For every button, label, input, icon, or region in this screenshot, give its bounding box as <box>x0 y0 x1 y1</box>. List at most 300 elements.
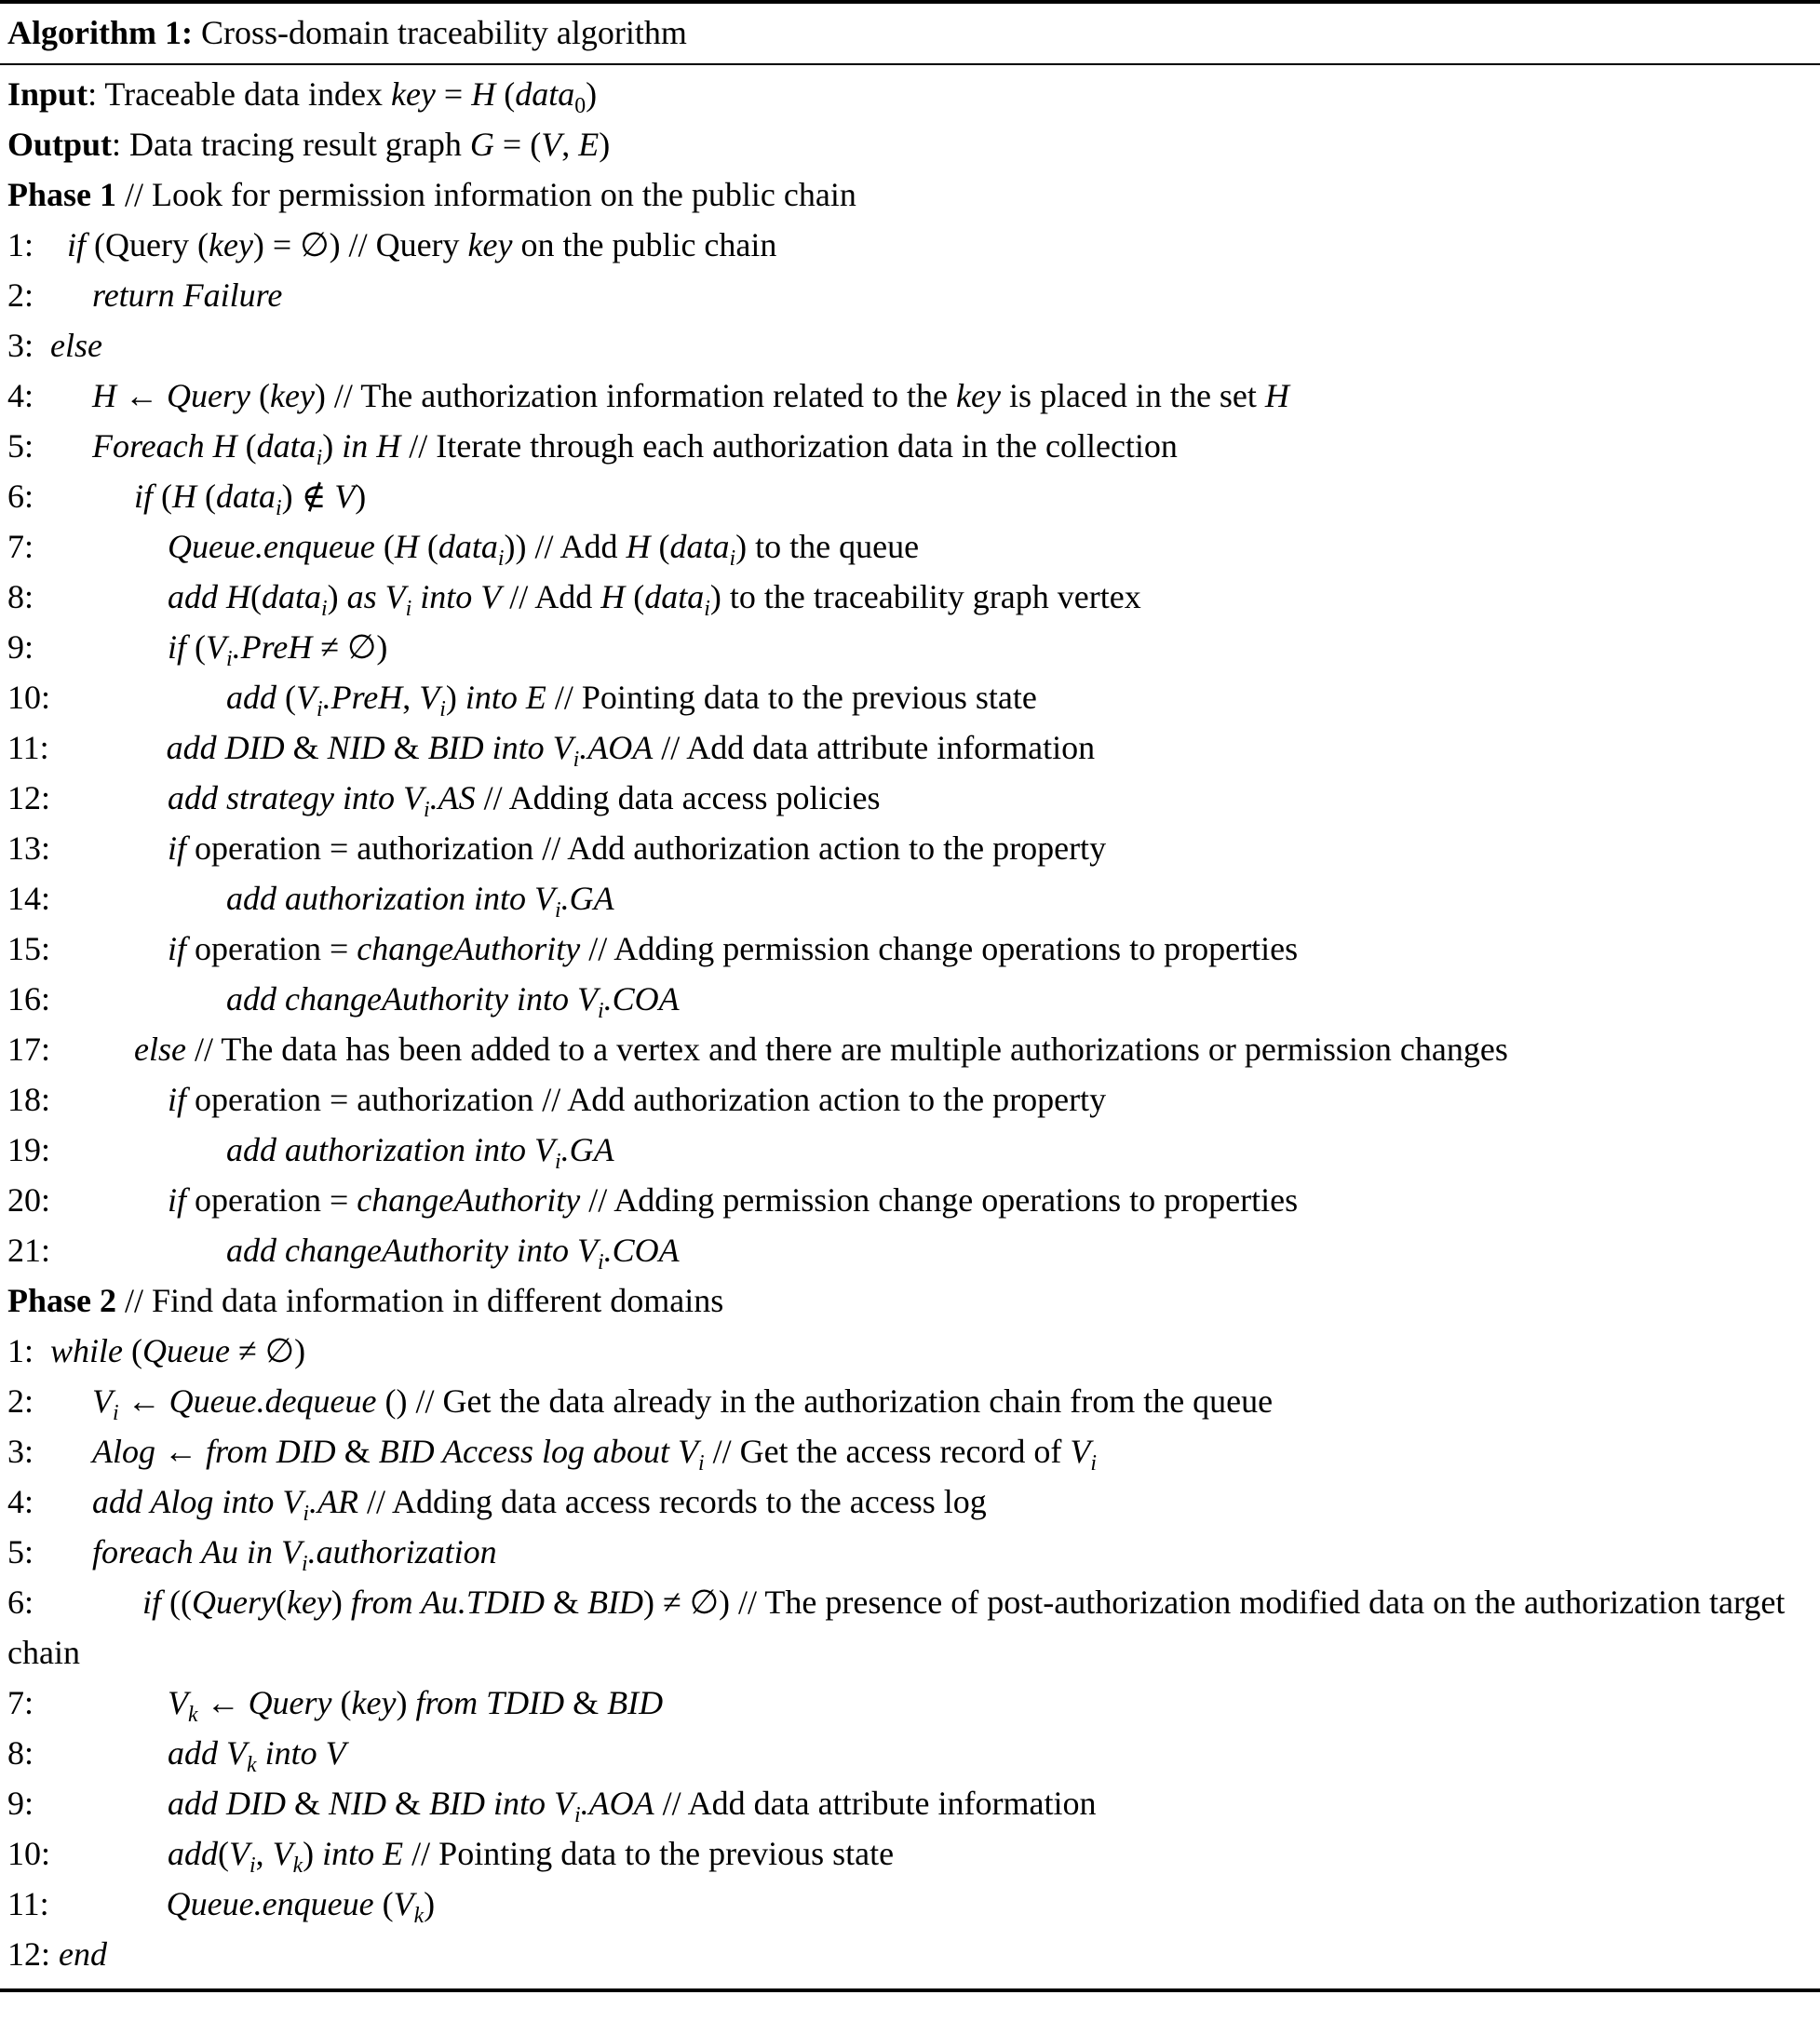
line-segment: i <box>729 546 736 572</box>
line-segment: if <box>168 930 187 967</box>
line-segment: Query <box>192 1584 276 1621</box>
line-segment: .GA <box>560 1131 614 1168</box>
line-segment: .GA <box>560 880 614 917</box>
line-segment: data <box>262 578 322 615</box>
algorithm-line <box>7 572 1813 622</box>
line-segment: add Alog into V <box>92 1483 303 1520</box>
line-segment: V <box>393 1885 414 1922</box>
line-segment: data <box>515 75 575 113</box>
indent-spacer <box>50 1031 134 1068</box>
indent-spacer <box>50 980 226 1018</box>
algorithm-line <box>7 1326 1813 1376</box>
line-segment: into E <box>322 1835 404 1872</box>
line-segment: // Get the access record of <box>704 1433 1071 1470</box>
line-segment: ( <box>196 478 217 515</box>
line-segment: V <box>541 126 562 163</box>
indent-spacer <box>34 628 168 666</box>
line-segment: H <box>394 528 419 565</box>
line-segment: // Look for permission information on the public chain <box>116 176 856 213</box>
algorithm-line <box>7 974 1813 1024</box>
algorithm-line <box>7 1125 1813 1175</box>
indent-spacer <box>34 1584 142 1621</box>
line-segment: from TDID <box>415 1684 565 1721</box>
line-number: 18: <box>7 1081 51 1118</box>
line-segment: if <box>168 1081 187 1118</box>
line-segment: 0 <box>574 94 586 119</box>
line-segment: i <box>573 748 580 773</box>
line-segment: V <box>1070 1433 1091 1470</box>
line-segment: operation = <box>186 930 357 967</box>
line-segment: if <box>67 226 87 263</box>
line-segment: if <box>168 1181 187 1219</box>
algorithm-title <box>0 4 1820 65</box>
line-segment: ) <box>327 578 347 615</box>
line-segment: .authorization <box>307 1533 497 1570</box>
line-number: 14: <box>7 880 51 917</box>
line-segment: ( <box>250 578 263 615</box>
line-segment: i <box>405 597 412 622</box>
line-segment: H <box>600 578 626 615</box>
indent-spacer <box>50 880 226 917</box>
line-segment: i <box>1090 1451 1098 1476</box>
line-segment: i <box>317 697 323 722</box>
input-line <box>7 69 1813 119</box>
line-segment: Query <box>167 377 250 414</box>
line-segment: ) <box>355 478 367 515</box>
algorithm-body <box>0 65 1820 1988</box>
line-segment: // Pointing data to the previous state <box>403 1835 895 1872</box>
line-segment: key <box>956 377 1001 414</box>
line-segment: ) <box>330 1584 351 1621</box>
line-segment: , <box>561 126 579 163</box>
indent-spacer <box>34 377 92 414</box>
line-segment: & <box>286 1785 330 1822</box>
line-segment: (Query ( <box>86 226 209 263</box>
line-segment: , <box>255 1835 273 1872</box>
line-segment: )) // Add <box>504 528 627 565</box>
line-segment: ) ≠ ∅) // The presence of post-authorization modified data on the authorization target chain <box>7 1584 1786 1671</box>
line-segment: ( <box>495 75 516 113</box>
algorithm-title-text: Cross-domain traceability algorithm <box>192 14 687 51</box>
line-segment: Queue.enqueue <box>166 1885 374 1922</box>
indent-spacer <box>50 1935 59 1973</box>
line-segment: data <box>644 578 705 615</box>
line-segment: else <box>134 1031 186 1068</box>
indent-spacer <box>49 1885 167 1922</box>
line-number: 3: <box>7 327 34 364</box>
algorithm-line <box>7 1074 1813 1125</box>
line-segment: i <box>497 546 505 572</box>
line-segment: add changeAuthority into V <box>226 980 598 1018</box>
line-segment: k <box>188 1703 198 1728</box>
line-segment: Queue <box>142 1332 230 1369</box>
line-segment: key <box>269 377 315 414</box>
line-segment: ) ∉ <box>281 478 335 515</box>
line-segment: operation = authorization // Add authorization action to the property <box>186 1081 1107 1118</box>
line-segment: i <box>597 999 604 1024</box>
line-segment: ) <box>424 1885 436 1922</box>
line-segment: ) <box>599 126 611 163</box>
line-segment: BID into V <box>429 1785 575 1822</box>
line-number: 13: <box>7 829 51 867</box>
line-number: 4: <box>7 377 34 414</box>
line-segment: // Add <box>501 578 601 615</box>
algorithm-line <box>7 823 1813 873</box>
line-number: 12: <box>7 1935 51 1973</box>
line-segment: add authorization into V <box>226 1131 556 1168</box>
line-segment: : Data tracing result graph <box>112 126 470 163</box>
line-segment: , <box>402 679 420 716</box>
algorithm-line <box>7 1476 1813 1527</box>
line-segment: // Find data information in different domains <box>116 1282 724 1319</box>
line-segment: Output <box>7 126 113 163</box>
line-segment: .AR <box>308 1483 358 1520</box>
algorithm-line <box>7 672 1813 722</box>
indent-spacer <box>50 829 168 867</box>
algorithm-line <box>7 270 1813 320</box>
indent-spacer <box>34 1332 50 1369</box>
line-segment: i <box>316 446 323 471</box>
line-segment: : Traceable data index <box>88 75 391 113</box>
line-segment: i <box>276 496 282 521</box>
line-segment: H <box>172 478 197 515</box>
line-segment: .AS <box>429 779 476 816</box>
line-segment: ) = ∅) // Query <box>252 226 468 263</box>
indent-spacer <box>50 1181 168 1219</box>
line-segment: on the public chain <box>512 226 777 263</box>
indent-spacer <box>50 1131 226 1168</box>
line-segment: i <box>597 1250 604 1275</box>
line-segment: // The data has been added to a vertex and there are multiple authorizations or permission changes <box>185 1031 1508 1068</box>
phase1-header <box>7 169 1813 220</box>
line-number: 6: <box>7 1584 34 1621</box>
line-segment: ) <box>445 679 465 716</box>
indent-spacer <box>34 578 168 615</box>
line-segment: i <box>704 597 710 622</box>
line-segment: H <box>92 377 117 414</box>
algorithm-line <box>7 1426 1813 1476</box>
line-segment: V <box>296 679 317 716</box>
algorithm-line <box>7 1828 1813 1879</box>
line-segment: ( <box>153 478 173 515</box>
line-segment: i <box>439 697 446 722</box>
output-line <box>7 119 1813 169</box>
line-segment: add changeAuthority into V <box>226 1232 598 1269</box>
line-number: 10: <box>7 679 51 716</box>
algorithm-line <box>7 873 1813 923</box>
indent-spacer <box>50 1232 226 1269</box>
line-segment: Phase 1 <box>7 176 116 213</box>
line-segment: Foreach H <box>92 427 237 465</box>
line-segment: V <box>206 628 227 666</box>
line-segment: add authorization into V <box>226 880 556 917</box>
indent-spacer <box>34 528 168 565</box>
line-segment: ≠ ∅) <box>312 628 388 666</box>
line-segment: i <box>555 1150 561 1175</box>
line-segment: V <box>168 1684 189 1721</box>
line-segment: key <box>390 75 436 113</box>
line-segment: ( <box>249 377 270 414</box>
line-segment: ( <box>123 1332 143 1369</box>
line-segment: data <box>256 427 317 465</box>
algorithm-line <box>7 1024 1813 1074</box>
line-segment: ( <box>650 528 670 565</box>
line-segment: as V <box>346 578 406 615</box>
line-number: 21: <box>7 1232 51 1269</box>
line-segment: BID <box>586 1584 643 1621</box>
line-segment: ( <box>186 628 207 666</box>
line-number: 2: <box>7 276 34 314</box>
indent-spacer <box>34 276 92 314</box>
line-segment: i <box>249 1854 256 1879</box>
line-segment: ( <box>374 528 395 565</box>
line-segment: // Adding permission change operations to properties <box>580 1181 1299 1219</box>
line-segment: ≠ ∅) <box>229 1332 306 1369</box>
line-segment: ( <box>218 1835 230 1872</box>
line-segment: ) <box>303 1835 323 1872</box>
line-segment: G <box>469 126 494 163</box>
line-segment: ) // The authorization information related to the <box>314 377 957 414</box>
line-segment: // Adding permission change operations to properties <box>580 930 1299 967</box>
line-number: 8: <box>7 1734 34 1772</box>
line-segment: Query <box>248 1684 332 1721</box>
line-number: 17: <box>7 1031 51 1068</box>
line-segment: i <box>424 798 430 823</box>
line-segment: & <box>384 729 428 766</box>
line-segment: Alog <box>92 1433 156 1470</box>
line-segment: add DID <box>168 1785 286 1822</box>
line-segment: in H <box>342 427 401 465</box>
indent-spacer <box>50 679 226 716</box>
line-segment: operation = authorization // Add authorization action to the property <box>186 829 1107 867</box>
line-number: 15: <box>7 930 51 967</box>
line-segment: i <box>113 1401 119 1426</box>
phase2-header <box>7 1275 1813 1326</box>
line-number: 19: <box>7 1131 51 1168</box>
line-number: 20: <box>7 1181 51 1219</box>
line-segment: if <box>142 1584 162 1621</box>
algorithm-line <box>7 1175 1813 1225</box>
line-segment: ← <box>116 377 168 414</box>
line-segment: key <box>208 226 253 263</box>
line-segment: V <box>419 679 440 716</box>
line-segment: add DID <box>166 729 285 766</box>
line-segment: BID <box>607 1684 664 1721</box>
line-segment: key <box>467 226 513 263</box>
line-segment: key <box>286 1584 331 1621</box>
line-segment: i <box>697 1451 705 1476</box>
line-segment: NID <box>329 1785 387 1822</box>
line-segment: .COA <box>603 980 680 1018</box>
line-segment: i <box>303 1502 309 1527</box>
algorithm-label: Algorithm 1: <box>7 14 193 51</box>
line-segment: // Pointing data to the previous state <box>546 679 1037 716</box>
line-segment: add <box>168 1835 219 1872</box>
indent-spacer <box>34 1785 168 1822</box>
line-segment: add <box>226 679 277 716</box>
line-segment: & <box>564 1684 608 1721</box>
line-segment: into V <box>411 578 502 615</box>
line-segment: k <box>292 1854 303 1879</box>
line-segment: .AOA <box>580 1785 654 1822</box>
algorithm-line <box>7 722 1813 773</box>
algorithm-line <box>7 1879 1813 1929</box>
line-number: 3: <box>7 1433 34 1470</box>
line-segment: if <box>134 478 154 515</box>
line-segment: foreach Au in V <box>92 1533 302 1570</box>
line-number: 16: <box>7 980 51 1018</box>
line-segment: V <box>334 478 356 515</box>
line-segment: i <box>321 597 328 622</box>
line-segment: ) to the traceability graph vertex <box>709 578 1141 615</box>
line-segment: (( <box>161 1584 193 1621</box>
line-segment: if <box>168 628 187 666</box>
line-segment: & <box>284 729 328 766</box>
line-segment: & <box>335 1433 379 1470</box>
line-segment: H <box>1264 377 1289 414</box>
line-segment: i <box>301 1552 308 1577</box>
line-segment: data <box>438 528 498 565</box>
line-number: 9: <box>7 628 34 666</box>
line-segment: E <box>578 126 600 163</box>
algorithm-line <box>7 1577 1813 1678</box>
line-number: 9: <box>7 1785 34 1822</box>
line-number: 7: <box>7 1684 34 1721</box>
line-segment: data <box>669 528 730 565</box>
line-segment: is placed in the set <box>1000 377 1265 414</box>
line-segment: k <box>413 1904 425 1929</box>
line-segment: into E <box>465 679 546 716</box>
line-segment: changeAuthority <box>357 1181 581 1219</box>
line-number: 12: <box>7 779 51 816</box>
indent-spacer <box>34 1684 168 1721</box>
algorithm-line <box>7 421 1813 471</box>
line-segment: // Iterate through each authorization data in the collection <box>400 427 1178 465</box>
line-segment: i <box>555 898 561 923</box>
line-segment: .COA <box>603 1232 680 1269</box>
line-segment: .AOA <box>579 729 654 766</box>
line-segment: Queue.dequeue <box>169 1382 377 1420</box>
algorithm-line <box>7 1527 1813 1577</box>
line-segment: H <box>471 75 496 113</box>
line-segment: V <box>92 1382 114 1420</box>
algorithm-line <box>7 220 1813 270</box>
line-segment: ( <box>373 1885 394 1922</box>
line-segment: from Au.TDID <box>350 1584 545 1621</box>
line-segment: V <box>229 1835 250 1872</box>
algorithm-line <box>7 622 1813 672</box>
indent-spacer <box>34 1382 92 1420</box>
line-segment: changeAuthority <box>357 930 581 967</box>
line-segment: .PreH <box>232 628 313 666</box>
algorithm-line <box>7 1929 1813 1979</box>
line-segment: ) <box>586 75 598 113</box>
line-segment: Phase 2 <box>7 1282 116 1319</box>
line-segment: & <box>386 1785 430 1822</box>
algorithm-line <box>7 521 1813 572</box>
line-number: 10: <box>7 1835 51 1872</box>
algorithm-line <box>7 1225 1813 1275</box>
algorithm-line <box>7 471 1813 521</box>
line-segment: ( <box>418 528 438 565</box>
line-segment: data <box>216 478 276 515</box>
line-segment: V <box>272 1835 293 1872</box>
line-number: 4: <box>7 1483 34 1520</box>
line-segment: BID Access log about V <box>378 1433 698 1470</box>
line-segment: ← <box>197 1684 249 1721</box>
indent-spacer <box>34 1483 92 1520</box>
line-number: 7: <box>7 528 34 565</box>
line-segment: while <box>50 1332 124 1369</box>
line-segment: ( <box>625 578 645 615</box>
line-segment: operation = <box>186 1181 357 1219</box>
line-segment: return Failure <box>92 276 283 314</box>
algorithm-line <box>7 320 1813 371</box>
line-number: 6: <box>7 478 34 515</box>
line-segment: else <box>50 327 102 364</box>
line-segment: end <box>59 1935 107 1973</box>
indent-spacer <box>34 327 50 364</box>
indent-spacer <box>34 427 92 465</box>
line-segment: = <box>435 75 472 113</box>
line-segment: // Adding data access policies <box>475 779 881 816</box>
line-segment: () // Get the data already in the authorization chain from the queue <box>376 1382 1274 1420</box>
line-segment: add strategy into V <box>168 779 424 816</box>
algorithm-line <box>7 371 1813 421</box>
line-segment: // Add data attribute information <box>653 729 1096 766</box>
line-number: 5: <box>7 427 34 465</box>
indent-spacer <box>34 226 67 263</box>
line-segment: key <box>351 1684 397 1721</box>
algorithm-line <box>7 1376 1813 1426</box>
line-number: 1: <box>7 1332 34 1369</box>
indent-spacer <box>50 930 168 967</box>
line-segment: ) <box>396 1684 416 1721</box>
algorithm-line <box>7 923 1813 974</box>
indent-spacer <box>50 1081 168 1118</box>
line-number: 8: <box>7 578 34 615</box>
indent-spacer <box>50 779 168 816</box>
line-segment: ← <box>118 1382 169 1420</box>
line-segment: Queue.enqueue <box>168 528 375 565</box>
line-segment: // Adding data access records to the access log <box>357 1483 987 1520</box>
line-segment: ( <box>331 1684 352 1721</box>
indent-spacer <box>34 1433 92 1470</box>
line-number: 2: <box>7 1382 34 1420</box>
indent-spacer <box>50 1835 168 1872</box>
line-segment: H <box>626 528 651 565</box>
line-segment: into V <box>256 1734 346 1772</box>
line-segment: .PreH <box>322 679 403 716</box>
line-segment: // Add data attribute information <box>654 1785 1097 1822</box>
line-segment: from DID <box>206 1433 336 1470</box>
algorithm-line <box>7 1678 1813 1728</box>
line-segment: BID into V <box>427 729 573 766</box>
line-segment: if <box>168 829 187 867</box>
line-segment: i <box>226 647 233 672</box>
line-segment: ( <box>236 427 257 465</box>
line-segment: = ( <box>493 126 542 163</box>
indent-spacer <box>34 478 134 515</box>
line-segment: ) to the queue <box>735 528 920 565</box>
line-segment: ) <box>322 427 343 465</box>
algorithm-line <box>7 1778 1813 1828</box>
line-segment: add V <box>168 1734 248 1772</box>
line-segment: ( <box>276 679 297 716</box>
line-segment: i <box>574 1803 581 1828</box>
indent-spacer <box>49 729 167 766</box>
line-segment: ← <box>155 1433 207 1470</box>
